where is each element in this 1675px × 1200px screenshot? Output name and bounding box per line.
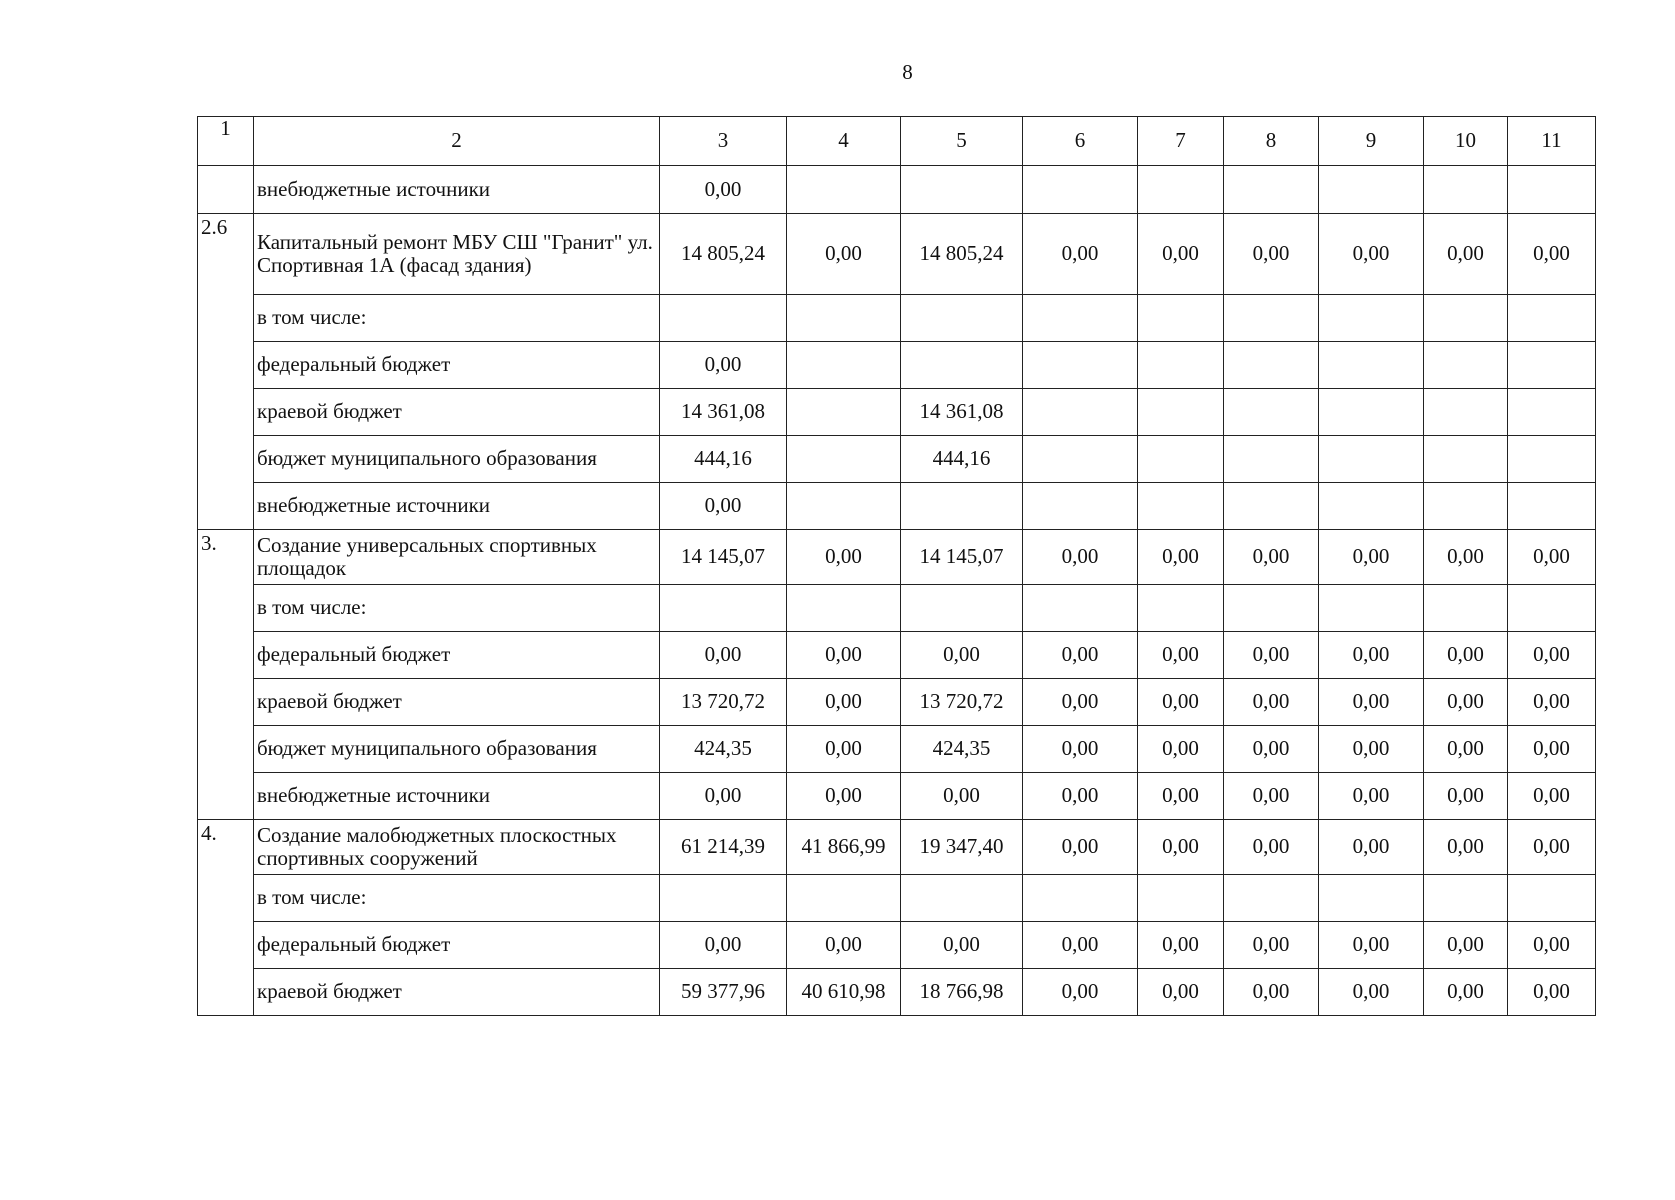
cell-col-7 xyxy=(1138,874,1224,921)
cell-col-6: 0,00 xyxy=(1023,772,1138,820)
cell-col-5 xyxy=(901,584,1023,631)
cell-col-5: 424,35 xyxy=(901,725,1023,772)
cell-col-11: 0,00 xyxy=(1508,820,1596,875)
cell-col-7: 0,00 xyxy=(1138,631,1224,678)
cell-col-6 xyxy=(1023,388,1138,435)
cell-col-3: 14 361,08 xyxy=(660,388,787,435)
cell-col-9 xyxy=(1319,341,1424,388)
row-name: бюджет муниципального образования xyxy=(254,435,660,482)
cell-col-8: 0,00 xyxy=(1224,631,1319,678)
cell-col-6: 0,00 xyxy=(1023,530,1138,585)
table-row xyxy=(198,294,1596,341)
cell-col-4 xyxy=(787,874,901,921)
cell-col-6: 0,00 xyxy=(1023,968,1138,1016)
row-name: Создание универсальных спортивных площадок xyxy=(254,530,660,585)
row-name: федеральный бюджет xyxy=(254,341,660,388)
cell-col-8 xyxy=(1224,874,1319,921)
cell-col-5: 0,00 xyxy=(901,631,1023,678)
cell-col-4 xyxy=(787,584,901,631)
cell-col-6 xyxy=(1023,294,1138,341)
cell-col-8: 0,00 xyxy=(1224,530,1319,585)
cell-col-3: 0,00 xyxy=(660,631,787,678)
cell-col-6 xyxy=(1023,874,1138,921)
cell-col-10: 0,00 xyxy=(1424,772,1508,820)
row-number xyxy=(198,968,254,1016)
cell-col-8 xyxy=(1224,435,1319,482)
table-row xyxy=(198,968,1596,1016)
row-name: краевой бюджет xyxy=(254,968,660,1016)
table-row xyxy=(198,772,1596,820)
cell-col-11 xyxy=(1508,584,1596,631)
cell-col-5: 13 720,72 xyxy=(901,678,1023,725)
row-number: 3. xyxy=(198,530,254,585)
cell-col-4: 0,00 xyxy=(787,725,901,772)
row-name: в том числе: xyxy=(254,874,660,921)
table-row xyxy=(198,725,1596,772)
cell-col-9: 0,00 xyxy=(1319,678,1424,725)
column-header-6: 6 xyxy=(1023,117,1138,166)
cell-col-11: 0,00 xyxy=(1508,968,1596,1016)
cell-col-4 xyxy=(787,341,901,388)
row-number xyxy=(198,725,254,772)
cell-col-8: 0,00 xyxy=(1224,678,1319,725)
cell-col-8 xyxy=(1224,341,1319,388)
cell-col-7: 0,00 xyxy=(1138,820,1224,875)
table-row xyxy=(198,482,1596,530)
cell-col-9 xyxy=(1319,435,1424,482)
cell-col-9 xyxy=(1319,482,1424,530)
cell-col-9: 0,00 xyxy=(1319,772,1424,820)
cell-col-5 xyxy=(901,874,1023,921)
cell-col-4: 0,00 xyxy=(787,631,901,678)
cell-col-9 xyxy=(1319,584,1424,631)
column-header-11: 11 xyxy=(1508,117,1596,166)
table-row xyxy=(198,435,1596,482)
cell-col-3: 14 805,24 xyxy=(660,214,787,295)
cell-col-10 xyxy=(1424,874,1508,921)
cell-col-10 xyxy=(1424,482,1508,530)
cell-col-11: 0,00 xyxy=(1508,725,1596,772)
table-row xyxy=(198,874,1596,921)
cell-col-11: 0,00 xyxy=(1508,921,1596,968)
row-number: 2.6 xyxy=(198,214,254,295)
row-number xyxy=(198,341,254,388)
row-name: внебюджетные источники xyxy=(254,166,660,214)
cell-col-9: 0,00 xyxy=(1319,968,1424,1016)
cell-col-9: 0,00 xyxy=(1319,725,1424,772)
cell-col-3 xyxy=(660,294,787,341)
table-row xyxy=(198,341,1596,388)
cell-col-4 xyxy=(787,294,901,341)
cell-col-9 xyxy=(1319,874,1424,921)
cell-col-7 xyxy=(1138,482,1224,530)
cell-col-7 xyxy=(1138,435,1224,482)
cell-col-3: 61 214,39 xyxy=(660,820,787,875)
cell-col-11: 0,00 xyxy=(1508,772,1596,820)
row-number xyxy=(198,482,254,530)
row-name: в том числе: xyxy=(254,294,660,341)
row-number xyxy=(198,166,254,214)
cell-col-7 xyxy=(1138,388,1224,435)
table-row xyxy=(198,584,1596,631)
cell-col-5 xyxy=(901,166,1023,214)
cell-col-3: 0,00 xyxy=(660,772,787,820)
table-row xyxy=(198,678,1596,725)
cell-col-4: 0,00 xyxy=(787,530,901,585)
column-header-4: 4 xyxy=(787,117,901,166)
cell-col-9 xyxy=(1319,166,1424,214)
cell-col-5: 0,00 xyxy=(901,921,1023,968)
cell-col-8: 0,00 xyxy=(1224,772,1319,820)
cell-col-8: 0,00 xyxy=(1224,820,1319,875)
cell-col-3: 59 377,96 xyxy=(660,968,787,1016)
row-name: краевой бюджет xyxy=(254,678,660,725)
row-name: Создание малобюджетных плоскостных спортивных сооружений xyxy=(254,820,660,875)
row-number xyxy=(198,631,254,678)
cell-col-6: 0,00 xyxy=(1023,820,1138,875)
cell-col-10: 0,00 xyxy=(1424,725,1508,772)
cell-col-5: 14 805,24 xyxy=(901,214,1023,295)
cell-col-6: 0,00 xyxy=(1023,725,1138,772)
cell-col-11 xyxy=(1508,435,1596,482)
cell-col-8 xyxy=(1224,388,1319,435)
cell-col-6 xyxy=(1023,435,1138,482)
cell-col-10 xyxy=(1424,435,1508,482)
table-row xyxy=(198,166,1596,214)
cell-col-7 xyxy=(1138,166,1224,214)
table-row xyxy=(198,631,1596,678)
cell-col-5: 14 361,08 xyxy=(901,388,1023,435)
cell-col-5 xyxy=(901,341,1023,388)
header-row xyxy=(198,117,1596,166)
cell-col-3 xyxy=(660,874,787,921)
cell-col-6 xyxy=(1023,341,1138,388)
cell-col-4 xyxy=(787,482,901,530)
cell-col-6: 0,00 xyxy=(1023,921,1138,968)
cell-col-10: 0,00 xyxy=(1424,631,1508,678)
cell-col-11: 0,00 xyxy=(1508,214,1596,295)
cell-col-4: 40 610,98 xyxy=(787,968,901,1016)
budget-table xyxy=(197,116,1596,1016)
column-header-5: 5 xyxy=(901,117,1023,166)
column-header-2: 2 xyxy=(254,117,660,166)
cell-col-7: 0,00 xyxy=(1138,530,1224,585)
cell-col-3 xyxy=(660,584,787,631)
cell-col-3: 13 720,72 xyxy=(660,678,787,725)
cell-col-5 xyxy=(901,482,1023,530)
cell-col-4 xyxy=(787,435,901,482)
row-number xyxy=(198,584,254,631)
cell-col-11 xyxy=(1508,388,1596,435)
cell-col-4: 0,00 xyxy=(787,921,901,968)
cell-col-9 xyxy=(1319,294,1424,341)
cell-col-7 xyxy=(1138,341,1224,388)
column-header-9: 9 xyxy=(1319,117,1424,166)
cell-col-10 xyxy=(1424,166,1508,214)
row-name: федеральный бюджет xyxy=(254,921,660,968)
cell-col-8 xyxy=(1224,482,1319,530)
column-header-1: 1 xyxy=(198,117,254,166)
row-name: внебюджетные источники xyxy=(254,482,660,530)
cell-col-7 xyxy=(1138,584,1224,631)
table-row xyxy=(198,530,1596,585)
cell-col-7: 0,00 xyxy=(1138,772,1224,820)
page-number: 8 xyxy=(902,60,913,84)
cell-col-11: 0,00 xyxy=(1508,678,1596,725)
cell-col-9: 0,00 xyxy=(1319,921,1424,968)
cell-col-6: 0,00 xyxy=(1023,214,1138,295)
column-header-10: 10 xyxy=(1424,117,1508,166)
cell-col-9: 0,00 xyxy=(1319,631,1424,678)
cell-col-9 xyxy=(1319,388,1424,435)
cell-col-5 xyxy=(901,294,1023,341)
cell-col-6 xyxy=(1023,482,1138,530)
cell-col-9: 0,00 xyxy=(1319,820,1424,875)
cell-col-8 xyxy=(1224,294,1319,341)
row-number xyxy=(198,294,254,341)
cell-col-11: 0,00 xyxy=(1508,631,1596,678)
cell-col-8: 0,00 xyxy=(1224,968,1319,1016)
cell-col-4: 0,00 xyxy=(787,678,901,725)
row-number xyxy=(198,874,254,921)
cell-col-9: 0,00 xyxy=(1319,214,1424,295)
cell-col-10 xyxy=(1424,584,1508,631)
cell-col-4: 0,00 xyxy=(787,214,901,295)
cell-col-3: 0,00 xyxy=(660,921,787,968)
cell-col-3: 0,00 xyxy=(660,341,787,388)
cell-col-7: 0,00 xyxy=(1138,725,1224,772)
cell-col-8: 0,00 xyxy=(1224,214,1319,295)
cell-col-4: 0,00 xyxy=(787,772,901,820)
cell-col-3: 0,00 xyxy=(660,166,787,214)
cell-col-11 xyxy=(1508,341,1596,388)
cell-col-10 xyxy=(1424,294,1508,341)
cell-col-4 xyxy=(787,166,901,214)
row-number xyxy=(198,921,254,968)
table-body xyxy=(198,117,1596,1016)
cell-col-8: 0,00 xyxy=(1224,725,1319,772)
cell-col-11 xyxy=(1508,874,1596,921)
cell-col-8 xyxy=(1224,584,1319,631)
cell-col-11: 0,00 xyxy=(1508,530,1596,585)
cell-col-7 xyxy=(1138,294,1224,341)
row-name: краевой бюджет xyxy=(254,388,660,435)
cell-col-7: 0,00 xyxy=(1138,214,1224,295)
table-row xyxy=(198,921,1596,968)
column-header-8: 8 xyxy=(1224,117,1319,166)
cell-col-9: 0,00 xyxy=(1319,530,1424,585)
cell-col-4: 41 866,99 xyxy=(787,820,901,875)
cell-col-3: 14 145,07 xyxy=(660,530,787,585)
cell-col-10: 0,00 xyxy=(1424,530,1508,585)
cell-col-10 xyxy=(1424,341,1508,388)
cell-col-6 xyxy=(1023,584,1138,631)
row-number xyxy=(198,772,254,820)
cell-col-5: 14 145,07 xyxy=(901,530,1023,585)
cell-col-6 xyxy=(1023,166,1138,214)
cell-col-3: 444,16 xyxy=(660,435,787,482)
cell-col-5: 18 766,98 xyxy=(901,968,1023,1016)
row-number: 4. xyxy=(198,820,254,875)
cell-col-5: 19 347,40 xyxy=(901,820,1023,875)
table-row xyxy=(198,388,1596,435)
row-number xyxy=(198,435,254,482)
row-number xyxy=(198,388,254,435)
row-name: федеральный бюджет xyxy=(254,631,660,678)
cell-col-8 xyxy=(1224,166,1319,214)
row-name: бюджет муниципального образования xyxy=(254,725,660,772)
cell-col-3: 0,00 xyxy=(660,482,787,530)
cell-col-3: 424,35 xyxy=(660,725,787,772)
cell-col-11 xyxy=(1508,166,1596,214)
cell-col-10: 0,00 xyxy=(1424,678,1508,725)
cell-col-5: 444,16 xyxy=(901,435,1023,482)
cell-col-10: 0,00 xyxy=(1424,968,1508,1016)
row-name: внебюджетные источники xyxy=(254,772,660,820)
cell-col-7: 0,00 xyxy=(1138,678,1224,725)
cell-col-11 xyxy=(1508,482,1596,530)
cell-col-10: 0,00 xyxy=(1424,921,1508,968)
row-number xyxy=(198,678,254,725)
table-row xyxy=(198,214,1596,295)
cell-col-7: 0,00 xyxy=(1138,921,1224,968)
cell-col-6: 0,00 xyxy=(1023,678,1138,725)
cell-col-7: 0,00 xyxy=(1138,968,1224,1016)
row-name: Капитальный ремонт МБУ СШ "Гранит" ул. Спортивная 1А (фасад здания) xyxy=(254,214,660,295)
column-header-7: 7 xyxy=(1138,117,1224,166)
cell-col-4 xyxy=(787,388,901,435)
column-header-3: 3 xyxy=(660,117,787,166)
cell-col-8: 0,00 xyxy=(1224,921,1319,968)
cell-col-11 xyxy=(1508,294,1596,341)
cell-col-10: 0,00 xyxy=(1424,214,1508,295)
cell-col-6: 0,00 xyxy=(1023,631,1138,678)
cell-col-10: 0,00 xyxy=(1424,820,1508,875)
row-name: в том числе: xyxy=(254,584,660,631)
table-row xyxy=(198,820,1596,875)
cell-col-10 xyxy=(1424,388,1508,435)
cell-col-5: 0,00 xyxy=(901,772,1023,820)
